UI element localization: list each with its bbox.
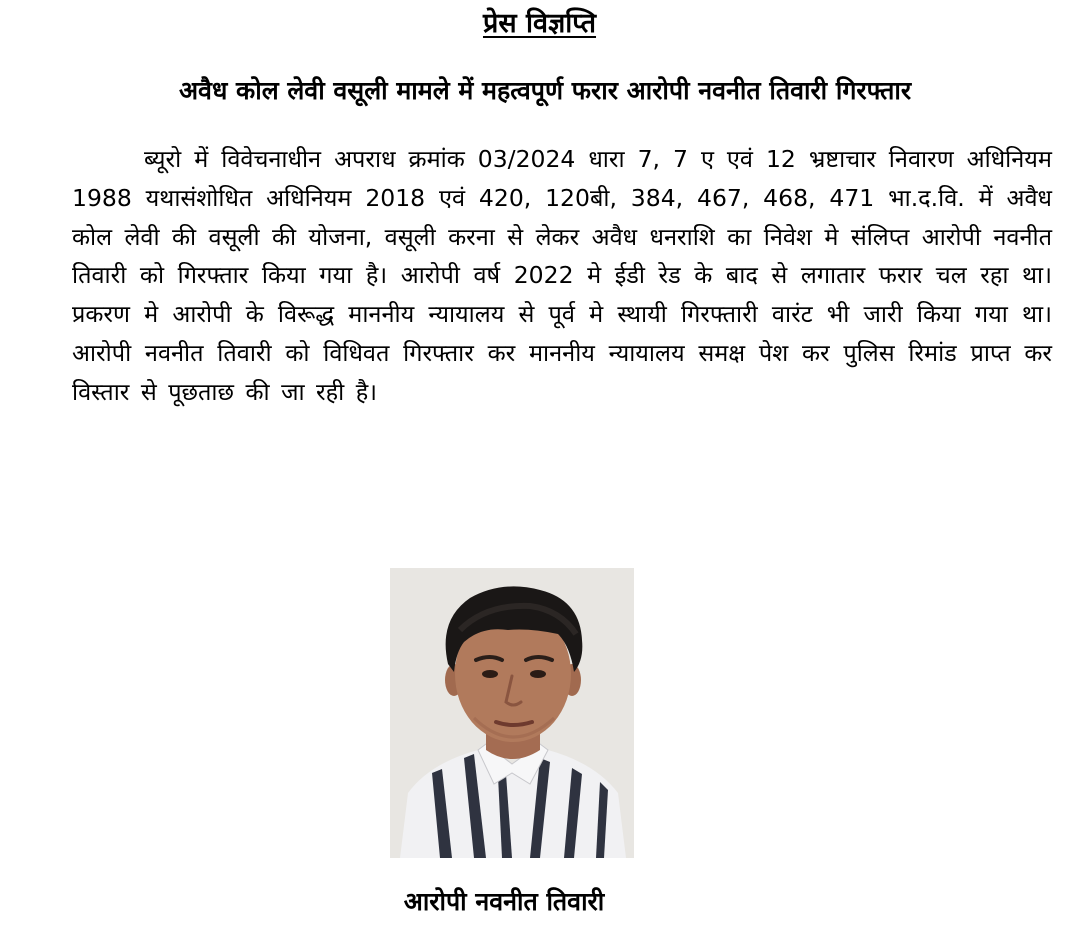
photo-caption: आरोपी नवनीत तिवारी — [403, 887, 605, 916]
accused-photo — [390, 568, 634, 858]
press-release-body: ब्यूरो में विवेचनाधीन अपराध क्रमांक 03/2024 धारा 7, 7 ए एवं 12 भ्रष्टाचार निवारण अधिनियम 1988 यथासंशोधित अधिनियम 2018 एवं 420, 120बी, 384, 467, 468, 471 भा.द.वि. में अवैध कोल लेवी की वसूली की योजना, वसूली करना से लेकर अवैध धनराशि का निवेश मे संलिप्त आरोपी नवनीत तिवारी को गिरफ्तार किया गया है। आरोपी वर्ष 2022 मे ईडी रेड के बाद से लगातार फरार चल रहा था। प्रकरण मे आरोपी के विरूद्ध माननीय न्यायालय से पूर्व मे स्थायी गिरफ्तारी वारंट भी जारी किया गया था। आरोपी नवनीत तिवारी को विधिवत गिरफ्तार कर माननीय न्यायालय समक्ष पेश कर पुलिस रिमांड प्राप्त कर विस्तार से पूछताछ की जा रही है। — [72, 145, 1052, 406]
heading-text: प्रेस विज्ञप्ति — [482, 8, 597, 39]
accused-portrait-image — [390, 568, 634, 858]
press-release-heading — [0, 6, 1079, 42]
press-release-title: अवैध कोल लेवी वसूली मामले में महत्वपूर्ण फरार आरोपी नवनीत तिवारी गिरफ्तार — [178, 76, 912, 105]
